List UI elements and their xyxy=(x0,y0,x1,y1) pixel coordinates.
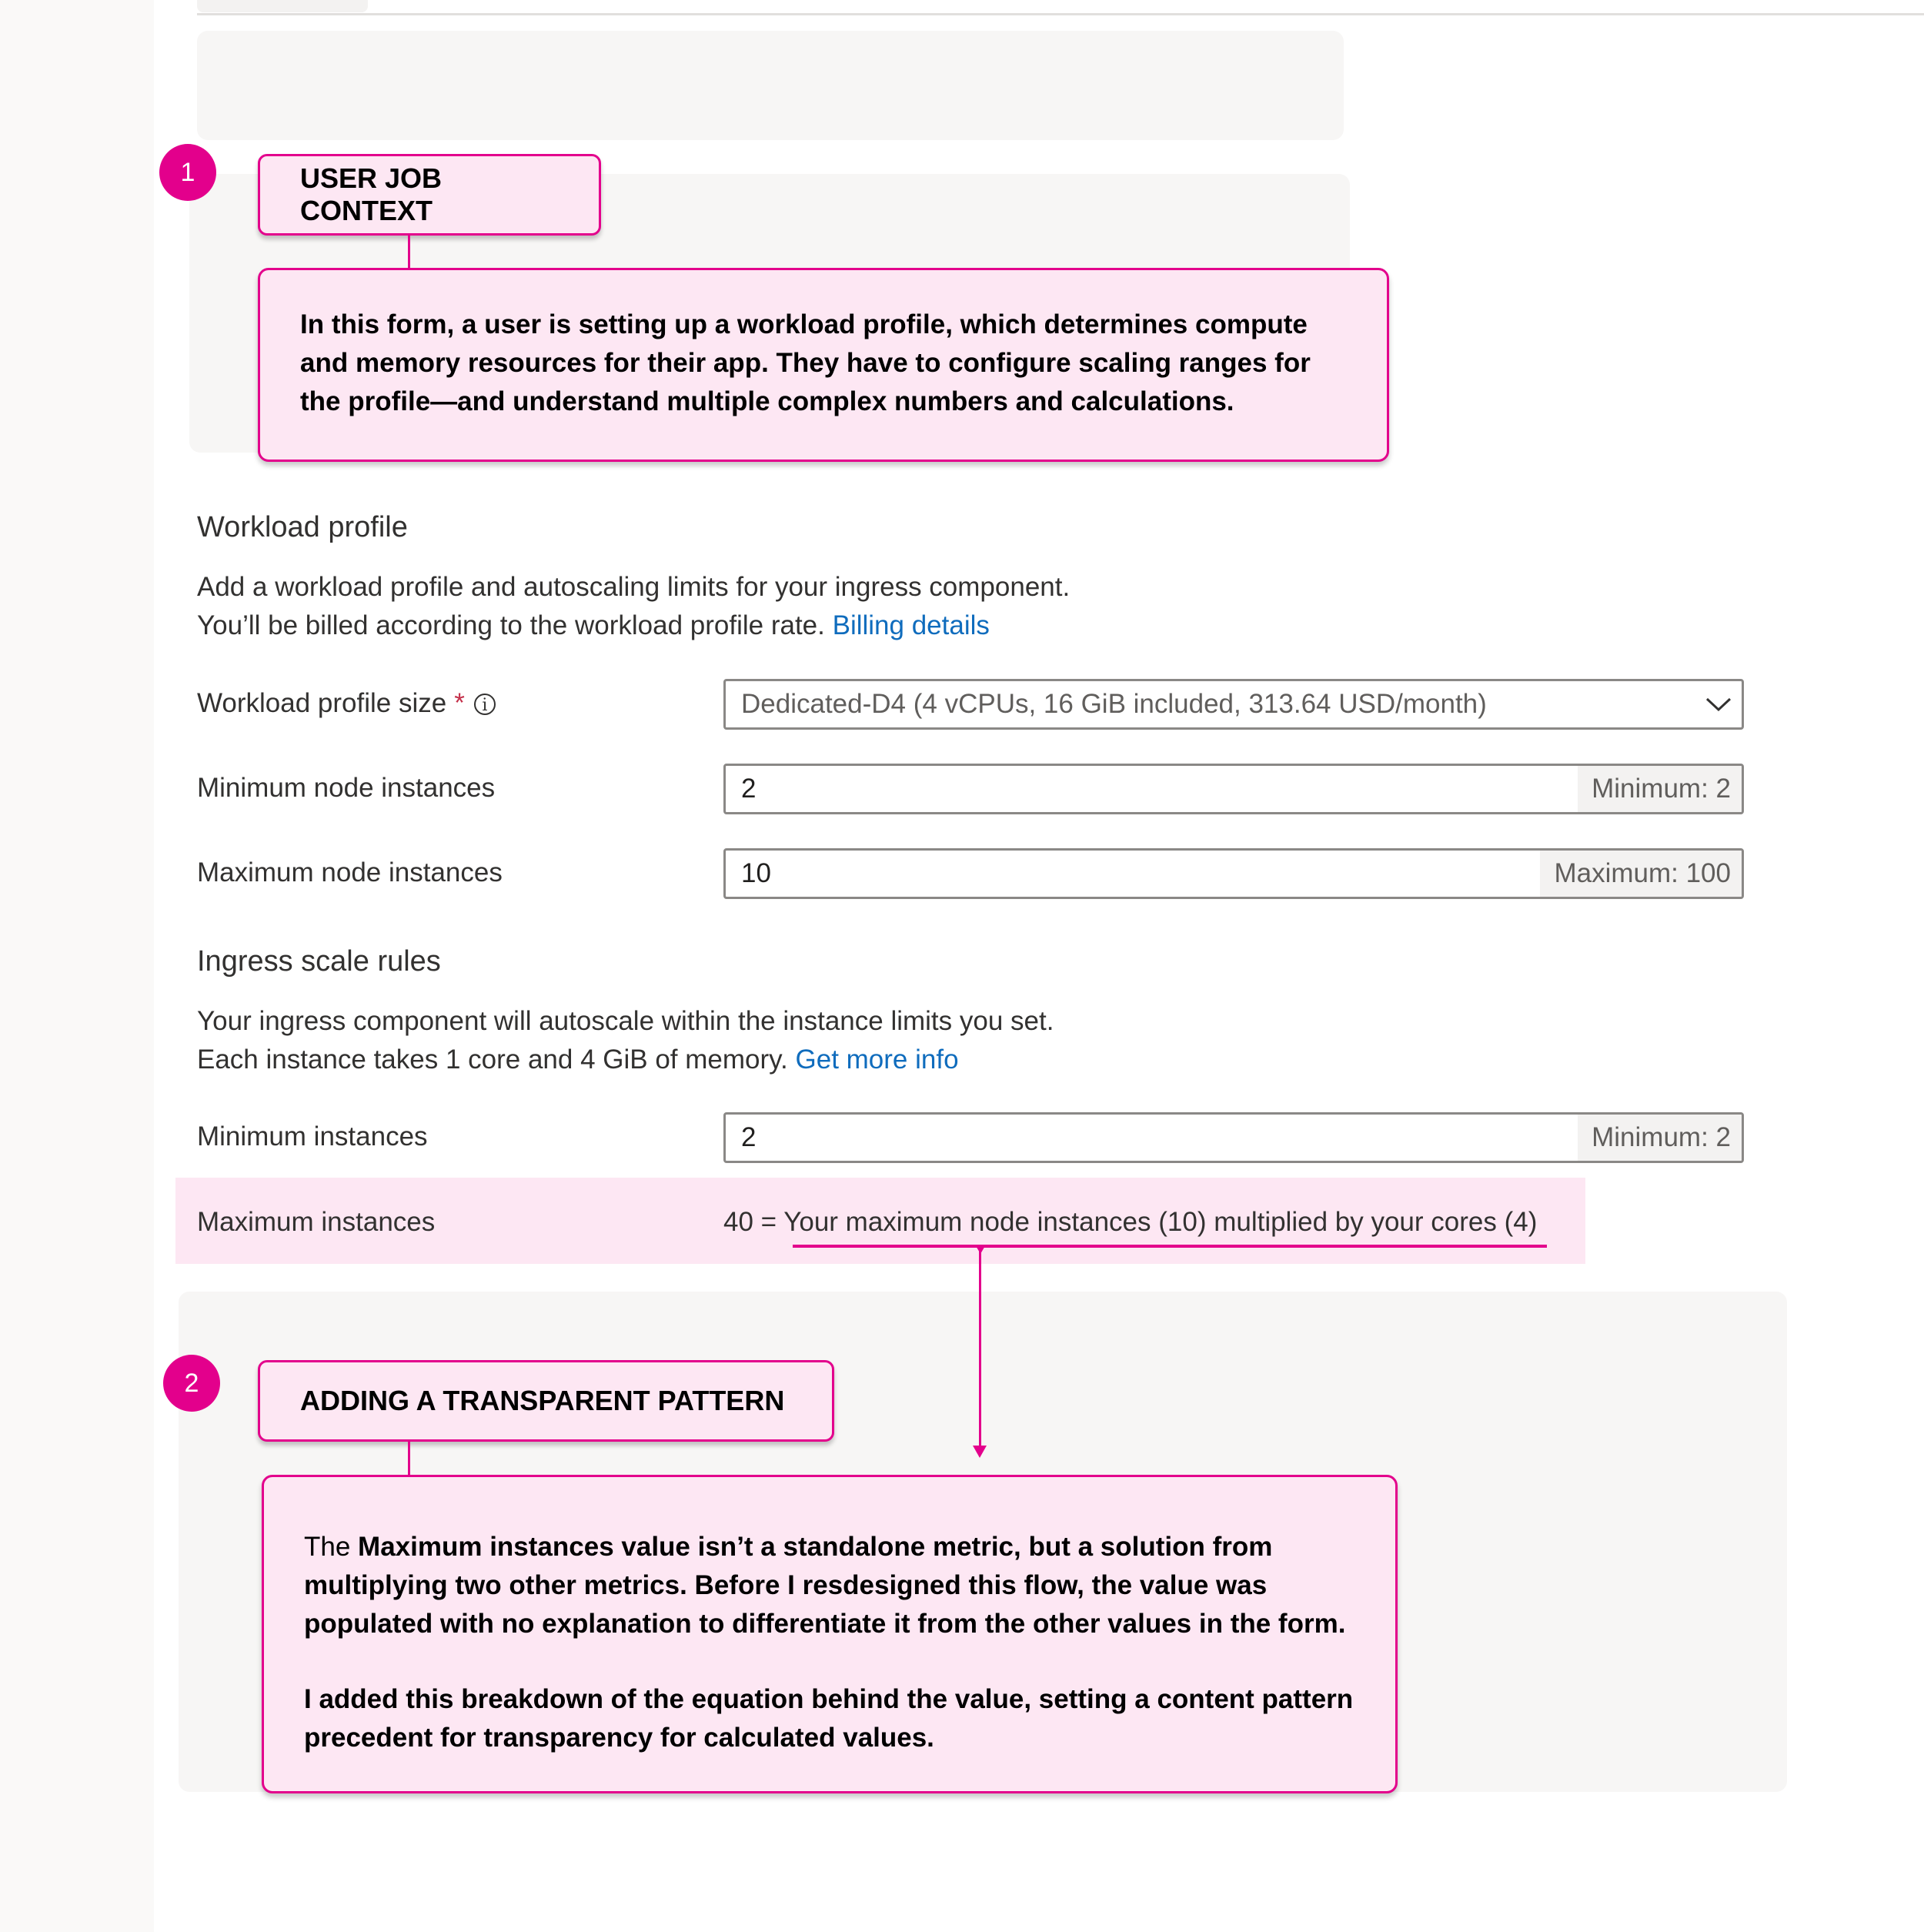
top-divider xyxy=(197,13,1924,15)
annotation-body-1 xyxy=(258,268,1389,462)
min-instances-label: Minimum instances xyxy=(197,1121,428,1152)
top-tab[interactable] xyxy=(197,0,368,12)
left-rail xyxy=(0,0,154,1932)
annotation-text-2-suffix: value isn’t a standalone metric, but a solution from multiplying two other metrics. Before I resdesigned this flow, the value was populated with no explanation to differentiate it from the other values in the form. xyxy=(304,1532,1346,1639)
workload-profile-description-line1: Add a workload profile and autoscaling limits for your ingress component. xyxy=(197,572,1071,602)
min-instances-input[interactable] xyxy=(723,1112,1744,1163)
ingress-description-line2 xyxy=(197,1041,1428,1079)
info-icon[interactable]: i xyxy=(474,694,496,715)
get-more-info-link[interactable]: Get more info xyxy=(795,1045,959,1075)
max-instances-explanation: Your maximum node instances (10) multiplied by your cores (4) xyxy=(783,1207,1538,1237)
annotation-title-1: USER JOB CONTEXT xyxy=(258,154,601,236)
max-instances-label: Maximum instances xyxy=(197,1207,436,1237)
ingress-info-text: Each instance takes 1 core and 4 GiB of memory. xyxy=(197,1045,788,1075)
workload-profile-description-line2 xyxy=(197,607,1428,645)
annotation-text-1: In this form, a user is setting up a workload profile, which determines compute and memory resources for their app. They have to configure scaling ranges for the profile—and understand multiple complex numbers and calculations. xyxy=(300,309,1311,416)
ingress-description-line1: Your ingress component will autoscale within the instance limits you set. xyxy=(197,1006,1054,1036)
min-instances-hint: Minimum: 2 xyxy=(1578,1115,1742,1161)
section-heading-workload-profile: Workload profile xyxy=(197,511,408,543)
chevron-down-icon[interactable] xyxy=(1695,681,1742,727)
equals-sign: = xyxy=(760,1207,777,1237)
min-instances-value: 2 xyxy=(741,1122,757,1152)
workload-profile-size-value: Dedicated-D4 (4 vCPUs, 16 GiB included, 313.64 USD/month) xyxy=(741,689,1487,719)
annotation-text-2-paragraph-1 xyxy=(304,1528,1355,1643)
min-node-instances-value: 2 xyxy=(741,774,757,804)
annotation-badge-2: 2 xyxy=(163,1355,220,1412)
annotation-text-2-prefix: The xyxy=(304,1532,359,1562)
max-instances-calculation xyxy=(723,1207,1537,1238)
workload-profile-size-label-text: Workload profile size xyxy=(197,688,447,718)
annotation-arrowhead xyxy=(973,1446,987,1458)
workload-profile-description xyxy=(197,568,1428,645)
workload-profile-size-dropdown[interactable] xyxy=(723,679,1744,730)
min-node-instances-input[interactable] xyxy=(723,764,1744,814)
explanation-underline xyxy=(793,1245,1547,1248)
annotation-text-2-paragraph-2: I added this breakdown of the equation behind the value, setting a content pattern precedent for transparency for calculated values. xyxy=(304,1684,1354,1753)
annotation-body-2 xyxy=(262,1475,1398,1793)
annotation-connector-1 xyxy=(408,236,410,269)
max-node-instances-value: 10 xyxy=(741,858,771,888)
max-node-instances-input[interactable] xyxy=(723,848,1744,899)
max-instances-value: 40 xyxy=(723,1207,753,1237)
placeholder-block xyxy=(197,31,1344,140)
min-node-instances-label: Minimum node instances xyxy=(197,773,496,803)
min-node-instances-hint: Minimum: 2 xyxy=(1578,766,1742,812)
billing-details-link[interactable]: Billing details xyxy=(832,610,990,640)
annotation-arrow xyxy=(979,1248,981,1452)
workload-profile-size-label xyxy=(197,684,496,723)
annotation-connector-2 xyxy=(408,1442,410,1476)
billing-text: You’ll be billed according to the workload profile rate. xyxy=(197,610,825,640)
annotation-text-2-emphasis: Maximum instances xyxy=(358,1532,614,1562)
section-heading-ingress-scale-rules: Ingress scale rules xyxy=(197,945,441,978)
required-asterisk: * xyxy=(454,688,465,718)
annotation-badge-1: 1 xyxy=(159,144,216,201)
max-node-instances-hint: Maximum: 100 xyxy=(1540,851,1742,897)
max-node-instances-label: Maximum node instances xyxy=(197,857,503,887)
annotation-title-2: ADDING A TRANSPARENT PATTERN xyxy=(258,1360,834,1442)
ingress-description xyxy=(197,1002,1428,1079)
